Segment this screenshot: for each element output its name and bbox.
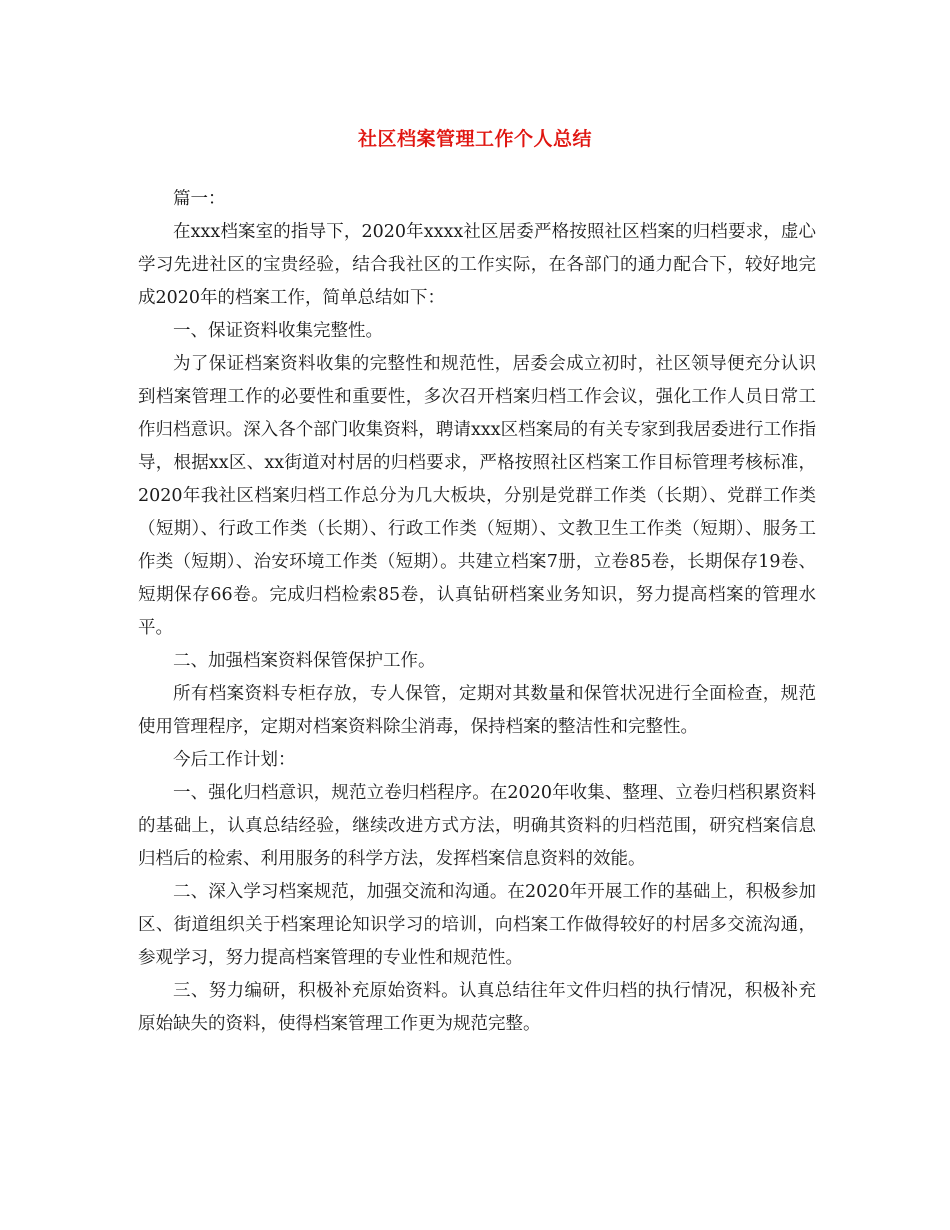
paragraph-plan-three: 三、努力编研，积极补充原始资料。认真总结往年文件归档的执行情况，积极补充原始缺失的资料，使得档案管理工作更为规范完整。 bbox=[138, 981, 816, 1034]
paragraph-intro: 在xxx档案室的指导下，2020年xxxx社区居委严格按照社区档案的归档要求，虚心学习先进社区的宝贵经验，结合我社区的工作实际，在各部门的通力配合下，较好地完成2020年的档案工作，简单总结如下： bbox=[138, 222, 816, 308]
paragraph-protection-details: 所有档案资料专柜存放，专人保管，定期对其数量和保管状况进行全面检查，规范使用管理程序，定期对档案资料除尘消毒，保持档案的整洁性和完整性。 bbox=[138, 684, 816, 737]
paragraph-plan-one: 一、强化归档意识，规范立卷归档程序。在2020年收集、整理、立卷归档积累资料的基础上，认真总结经验，继续改进方式方法，明确其资料的归档范围，研究档案信息归档后的检索、利用服务的科学方法，发挥档案信息资料的效能。 bbox=[138, 783, 816, 869]
document-title: 社区档案管理工作个人总结 bbox=[357, 128, 592, 150]
document-body bbox=[138, 183, 816, 1041]
paragraph-plan-two: 二、深入学习档案规范，加强交流和沟通。在2020年开展工作的基础上，积极参加区、街道组织关于档案理论知识学习的培训，向档案工作做得较好的村居多交流沟通，参观学习，努力提高档案管理的专业性和规范性。 bbox=[138, 882, 816, 968]
section-heading-protection: 二、加强档案资料保管保护工作。 bbox=[173, 651, 436, 671]
section-heading-collection: 一、保证资料收集完整性。 bbox=[173, 321, 383, 341]
paragraph-collection-details: 为了保证档案资料收集的完整性和规范性，居委会成立初时，社区领导便充分认识到档案管理工作的必要性和重要性，多次召开档案归档工作会议，强化工作人员日常工作归档意识。深入各个部门收集资料，聘请xxx区档案局的有关专家到我居委进行工作指导，根据xx区、xx街道对村居的归档要求，严格按照社区档案工作目标管理考核标准，2020年我社区档案归档工作总分为几大板块，分别是党群工作类（长期）、党群工作类（短期）、行政工作类（长期）、行政工作类（短期）、文教卫生工作类（短期）、服务工作类（短期）、治安环境工作类（短期）。共建立档案7册，立卷85卷，长期保存19卷、短期保存66卷。完成归档检索85卷，认真钻研档案业务知识，努力提高档案的管理水平。 bbox=[138, 354, 816, 638]
section-heading-future-plan: 今后工作计划： bbox=[173, 750, 296, 770]
paragraph-heading-part-one: 篇一： bbox=[173, 189, 226, 209]
